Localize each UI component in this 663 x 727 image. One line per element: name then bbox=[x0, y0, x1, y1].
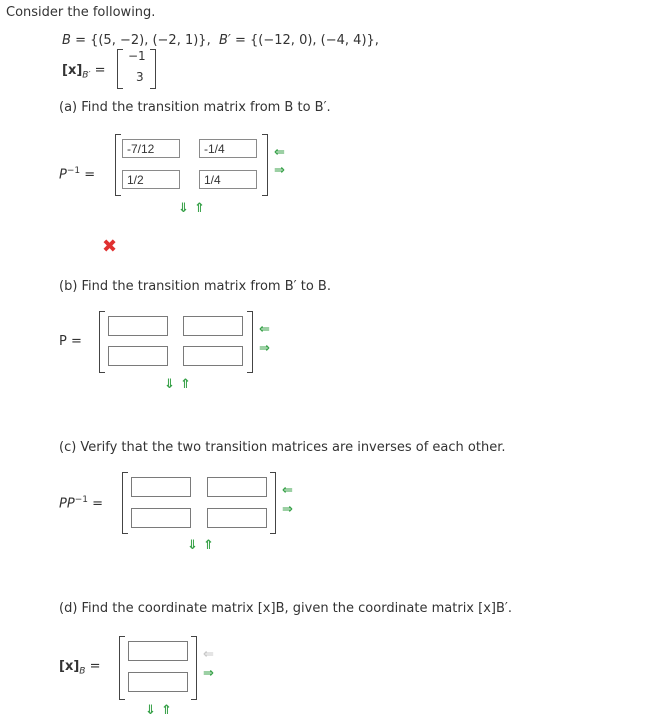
part-b-cell-2-2[interactable] bbox=[183, 346, 243, 366]
arrow-left-icon[interactable]: ⇐ bbox=[282, 483, 293, 498]
arrow-right-icon[interactable]: ⇒ bbox=[259, 341, 270, 356]
arrow-down-icon[interactable]: ⇓ bbox=[145, 703, 156, 718]
part-c-label-pp: PP bbox=[59, 496, 75, 512]
part-d-label bbox=[59, 659, 101, 677]
x-bprime-top: −1 bbox=[128, 49, 146, 63]
part-a-cell-1-2[interactable]: -1/4 bbox=[199, 139, 257, 158]
part-c-left-bracket bbox=[122, 472, 128, 534]
part-b-cell-2-1[interactable] bbox=[108, 346, 168, 366]
part-d-cell-1[interactable] bbox=[128, 641, 188, 661]
x-bprime-bottom: 3 bbox=[136, 70, 144, 84]
part-c-cell-1-1[interactable] bbox=[131, 477, 191, 497]
part-b-left-bracket bbox=[99, 311, 105, 373]
arrow-right-icon[interactable]: ⇒ bbox=[282, 502, 293, 517]
part-a-eq: = bbox=[84, 167, 96, 183]
part-b-right-bracket bbox=[247, 311, 253, 373]
cross-icon: ✖ bbox=[102, 236, 118, 257]
part-c-label bbox=[59, 495, 103, 511]
part-b-question: (b) Find the transition matrix from B′ to B. bbox=[59, 279, 331, 294]
arrow-down-icon[interactable]: ⇓ bbox=[187, 538, 198, 553]
part-c-eq: = bbox=[92, 496, 104, 512]
x-bprime-sub: B′ bbox=[82, 70, 91, 81]
set-bp-label: B′ bbox=[218, 33, 231, 48]
x-bprime-label-main: [x] bbox=[62, 63, 83, 78]
arrow-left-icon[interactable]: ⇐ bbox=[259, 322, 270, 337]
arrow-left-icon[interactable]: ⇐ bbox=[203, 647, 214, 662]
part-b-label: P = bbox=[59, 334, 82, 349]
arrow-right-icon[interactable]: ⇒ bbox=[274, 163, 285, 178]
part-d-cell-2[interactable] bbox=[128, 672, 188, 692]
part-d-label-main: [x] bbox=[59, 659, 80, 674]
part-a-cell-1-1[interactable]: -7/12 bbox=[122, 139, 180, 158]
set-bp-value: = {(−12, 0), (−4, 4)}, bbox=[235, 33, 379, 48]
part-b-cell-1-1[interactable] bbox=[108, 316, 168, 336]
part-d-eq: = bbox=[89, 659, 101, 674]
part-c-cell-2-1[interactable] bbox=[131, 508, 191, 528]
part-c-question: (c) Verify that the two transition matrices are inverses of each other. bbox=[59, 440, 506, 455]
part-d-right-bracket bbox=[191, 636, 197, 700]
part-a-cell-2-2[interactable]: 1/4 bbox=[199, 170, 257, 189]
part-a-left-bracket bbox=[115, 134, 121, 196]
arrow-right-icon[interactable]: ⇒ bbox=[203, 666, 214, 681]
part-a-sup: −1 bbox=[66, 166, 81, 176]
part-d-left-bracket bbox=[119, 636, 125, 700]
part-c-cell-1-2[interactable] bbox=[207, 477, 267, 497]
arrow-down-icon[interactable]: ⇓ bbox=[178, 201, 189, 216]
part-c-cell-2-2[interactable] bbox=[207, 508, 267, 528]
set-b-label: B bbox=[62, 33, 71, 48]
part-d-question: (d) Find the coordinate matrix [x]B, given the coordinate matrix [x]B′. bbox=[59, 601, 512, 616]
x-bprime-label bbox=[62, 63, 106, 81]
arrow-up-icon[interactable]: ⇑ bbox=[180, 377, 191, 392]
part-c-sup: −1 bbox=[74, 495, 88, 505]
part-c-right-bracket bbox=[270, 472, 276, 534]
arrow-up-icon[interactable]: ⇑ bbox=[161, 703, 172, 718]
part-d-sub: B bbox=[79, 666, 86, 677]
part-a-label-p: P bbox=[59, 167, 67, 183]
part-a-right-bracket bbox=[262, 134, 268, 196]
part-a-cell-2-1[interactable]: 1/2 bbox=[122, 170, 180, 189]
arrow-up-icon[interactable]: ⇑ bbox=[194, 201, 205, 216]
x-bprime-right-bracket bbox=[150, 49, 156, 89]
part-b-cell-1-2[interactable] bbox=[183, 316, 243, 336]
x-bprime-eq: = bbox=[94, 63, 106, 78]
intro-text: Consider the following. bbox=[6, 5, 156, 20]
arrow-up-icon[interactable]: ⇑ bbox=[203, 538, 214, 553]
part-a-question: (a) Find the transition matrix from B to B′. bbox=[59, 100, 331, 115]
set-definitions bbox=[62, 33, 379, 48]
arrow-left-icon[interactable]: ⇐ bbox=[274, 145, 285, 160]
arrow-down-icon[interactable]: ⇓ bbox=[164, 377, 175, 392]
part-a-label bbox=[59, 166, 95, 182]
x-bprime-left-bracket bbox=[117, 49, 123, 89]
set-b-value: = {(5, −2), (−2, 1)}, bbox=[75, 33, 211, 48]
